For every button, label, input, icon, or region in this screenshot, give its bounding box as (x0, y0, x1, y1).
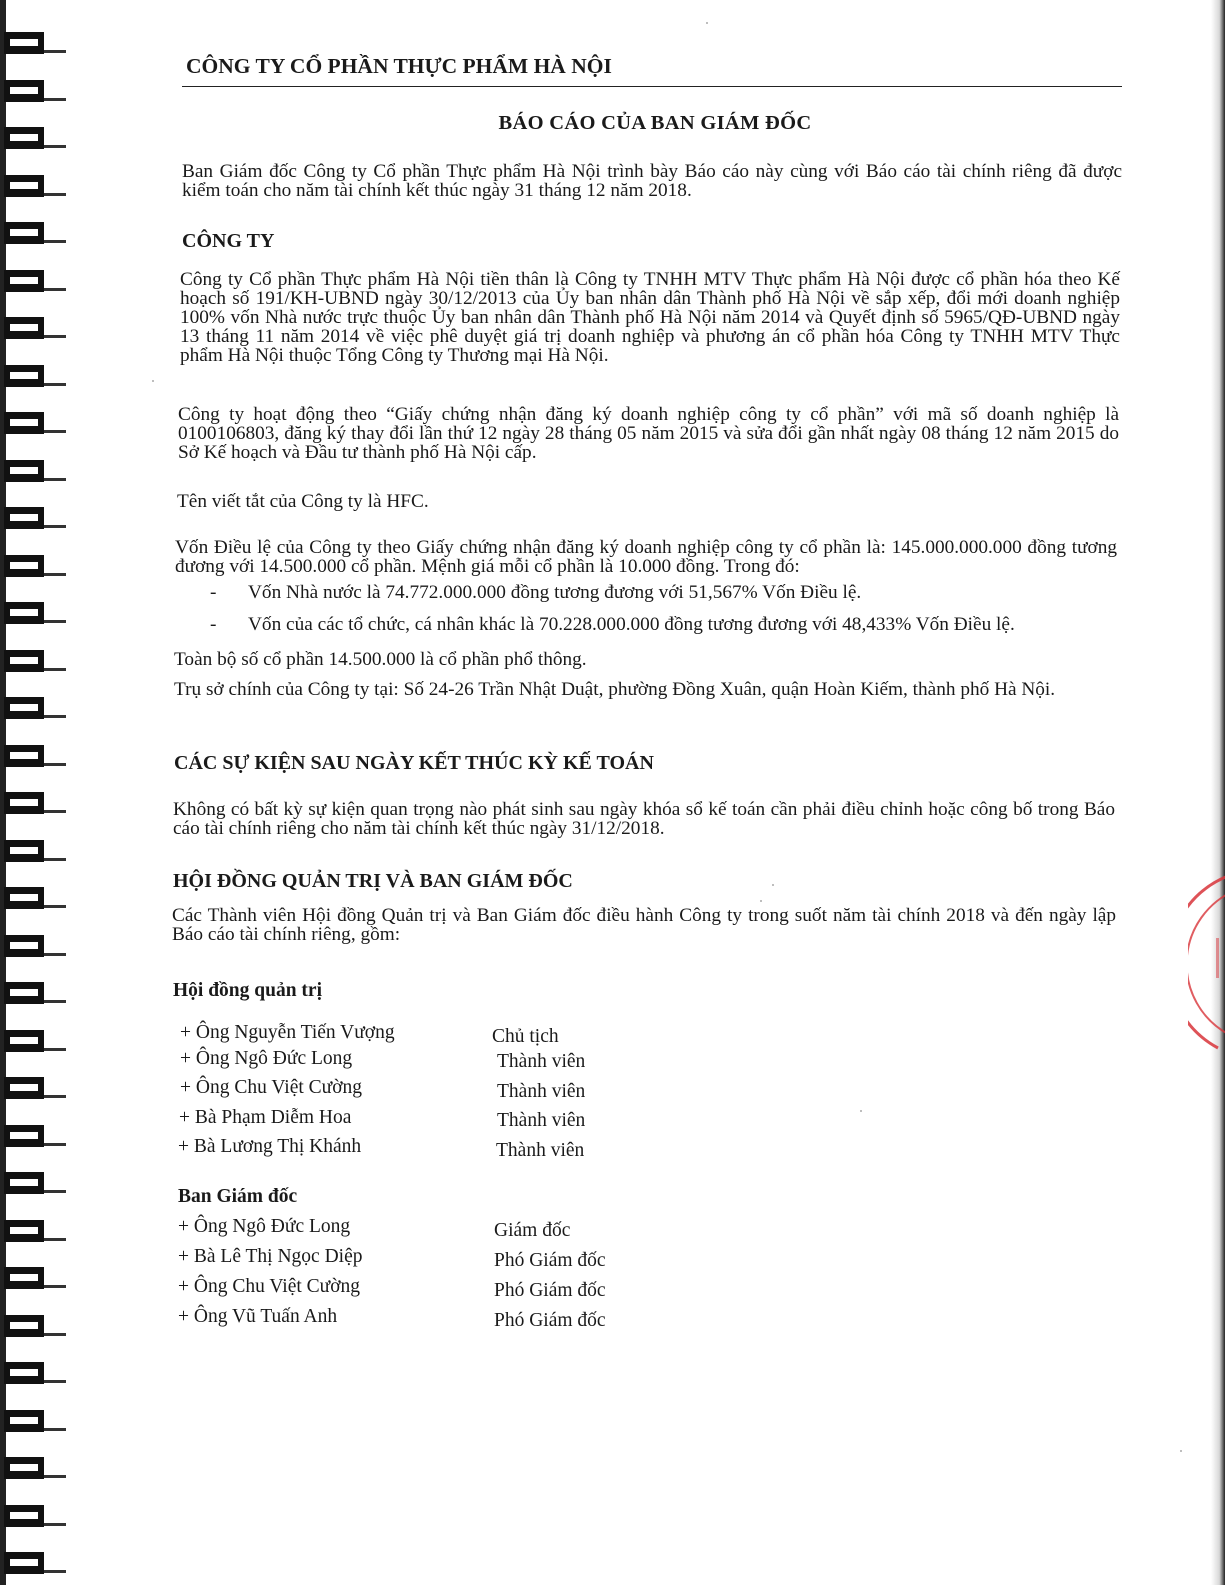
binding-ring (4, 30, 66, 56)
board-member-name: + Bà Lương Thị Khánh (178, 1136, 362, 1157)
director-role: Giám đốc (494, 1220, 571, 1241)
director-name: + Bà Lê Thị Ngọc Diệp (178, 1246, 363, 1267)
board-member-role: Thành viên (497, 1110, 586, 1131)
bullet-dash: - (210, 582, 217, 603)
binding-ring (4, 553, 66, 579)
director-name: + Ông Chu Việt Cường (178, 1276, 361, 1297)
board-member-role: Thành viên (496, 1140, 585, 1161)
binding-ring (4, 1503, 66, 1529)
binding-ring (4, 1265, 66, 1291)
binding-ring (4, 220, 66, 246)
board-member-role: Chủ tịch (492, 1026, 559, 1047)
board-paragraph: Các Thành viên Hội đồng Quản trị và Ban Giám đốc điều hành Công ty trong suốt năm tài chính 2018 và đến ngày lập Báo cáo tài chính riêng, gồm: (172, 905, 1116, 945)
board-subheading: Hội đồng quản trị (173, 980, 323, 1001)
director-role: Phó Giám đốc (494, 1280, 606, 1301)
binding-ring (4, 1170, 66, 1196)
events-paragraph: Không có bất kỳ sự kiện quan trọng nào phát sinh sau ngày khóa sổ kế toán cần phải điều chỉnh hoặc công bố trong Báo cáo tài chính riêng cho năm tài chính kết thúc ngày 31/12/2018. (173, 799, 1115, 839)
binding-ring (4, 695, 66, 721)
company-paragraph-capital: Vốn Điều lệ của Công ty theo Giấy chứng nhận đăng ký doanh nghiệp công ty cổ phần là: 145.000.000.000 đồng tương đương với 14.500.000 cổ phần. Mệnh giá mỗi cổ phần là 10.000 đồng. Trong đó: (175, 537, 1117, 577)
scan-speck (706, 22, 708, 24)
bullet-text: Vốn của các tổ chức, cá nhân khác là 70.228.000.000 đồng tương đương với 48,433% Vốn Điều lệ. (248, 614, 1015, 635)
bullet-text: Vốn Nhà nước là 74.772.000.000 đồng tương đương với 51,567% Vốn Điều lệ. (248, 582, 862, 603)
binding-ring (4, 1075, 66, 1101)
director-name: + Ông Ngô Đức Long (178, 1216, 351, 1237)
board-member-name: + Ông Nguyễn Tiến Vượng (180, 1022, 395, 1043)
company-paragraph-registration: Công ty hoạt động theo “Giấy chứng nhận đăng ký doanh nghiệp công ty cổ phần” với mã số doanh nghiệp là 0100106803, đăng ký thay đổi lần thứ 12 ngày 28 tháng 05 năm 2015 và sửa đổi gần nhất ngày 08 tháng 12 năm 2015 do Sở Kế hoạch và Đầu tư thành phố Hà Nội cấp. (178, 404, 1119, 463)
company-paragraph-headquarters: Trụ sở chính của Công ty tại: Số 24-26 Trần Nhật Duật, phường Đồng Xuân, quận Hoàn Kiếm, thành phố Hà Nội. (174, 679, 1056, 700)
binding-ring (4, 885, 66, 911)
binding-ring (4, 268, 66, 294)
scan-speck (1180, 1450, 1182, 1452)
binding-ring (4, 1360, 66, 1386)
binding-ring (4, 1028, 66, 1054)
board-member-name: + Bà Phạm Diễm Hoa (179, 1107, 352, 1128)
scan-speck (860, 1110, 862, 1112)
director-name: + Ông Vũ Tuấn Anh (178, 1306, 338, 1327)
binding-ring (4, 1550, 66, 1576)
binding-ring (4, 1313, 66, 1339)
binding-ring (4, 315, 66, 341)
board-member-role: Thành viên (497, 1051, 586, 1072)
director-role: Phó Giám đốc (494, 1250, 606, 1271)
section-heading-events: CÁC SỰ KIỆN SAU NGÀY KẾT THÚC KỲ KẾ TOÁN (174, 752, 654, 774)
directors-subheading: Ban Giám đốc (178, 1186, 298, 1207)
binding-ring (4, 410, 66, 436)
company-paragraph-shares: Toàn bộ số cổ phần 14.500.000 là cổ phần phổ thông. (174, 649, 587, 670)
binding-ring (4, 1408, 66, 1434)
board-member-name: + Ông Ngô Đức Long (180, 1048, 353, 1069)
binding-ring (4, 1455, 66, 1481)
scan-speck (772, 884, 774, 886)
company-header: CÔNG TY CỔ PHẦN THỰC PHẨM HÀ NỘI (186, 54, 612, 78)
intro-paragraph: Ban Giám đốc Công ty Cổ phần Thực phẩm Hà Nội trình bày Báo cáo này cùng với Báo cáo tài chính riêng đã được kiểm toán cho năm tài chính kết thúc ngày 31 tháng 12 năm 2018. (182, 161, 1122, 201)
board-member-role: Thành viên (497, 1081, 586, 1102)
binding-ring (4, 1123, 66, 1149)
binding-ring (4, 600, 66, 626)
binding-ring (4, 648, 66, 674)
binding-ring (4, 933, 66, 959)
binding-ring (4, 790, 66, 816)
company-paragraph-history: Công ty Cổ phần Thực phẩm Hà Nội tiền thân là Công ty TNHH MTV Thực phẩm Hà Nội được cổ phần hóa theo Kế hoạch số 191/KH-UBND ngày 30/12/2013 của Ủy ban nhân dân Thành phố Hà Nội về sắp xếp, đổi mới doanh nghiệp 100% vốn Nhà nước trực thuộc Ủy ban nhân dân Thành phố Hà Nội năm 2014 và Quyết định số 5965/QĐ-UBND ngày 13 tháng 11 năm 2014 về việc phê duyệt giá trị doanh nghiệp và phương án cổ phần hóa Công ty TNHH MTV Thực phẩm Hà Nội thuộc Tổng Công ty Thương mại Hà Nội. (180, 269, 1120, 366)
binding-ring (4, 838, 66, 864)
page-edge-shadow (1211, 0, 1225, 1585)
report-title: BÁO CÁO CỦA BAN GIÁM ĐỐC (498, 112, 812, 134)
binding-ring (4, 363, 66, 389)
section-heading-company: CÔNG TY (182, 230, 275, 252)
binding-ring (4, 980, 66, 1006)
binding-ring (4, 458, 66, 484)
scan-speck (152, 380, 154, 382)
red-seal-stamp (1188, 868, 1225, 1058)
company-paragraph-abbreviation: Tên viết tắt của Công ty là HFC. (177, 491, 429, 512)
board-member-name: + Ông Chu Việt Cường (180, 1077, 363, 1098)
director-role: Phó Giám đốc (494, 1310, 606, 1331)
scan-speck (760, 900, 762, 902)
binding-ring (4, 78, 66, 104)
binding-ring (4, 505, 66, 531)
binding-ring (4, 743, 66, 769)
spiral-binding (0, 0, 72, 1585)
header-rule (182, 86, 1122, 87)
bullet-dash: - (210, 614, 217, 635)
binding-ring (4, 173, 66, 199)
section-heading-board: HỘI ĐỒNG QUẢN TRỊ VÀ BAN GIÁM ĐỐC (173, 870, 573, 892)
binding-ring (4, 1218, 66, 1244)
